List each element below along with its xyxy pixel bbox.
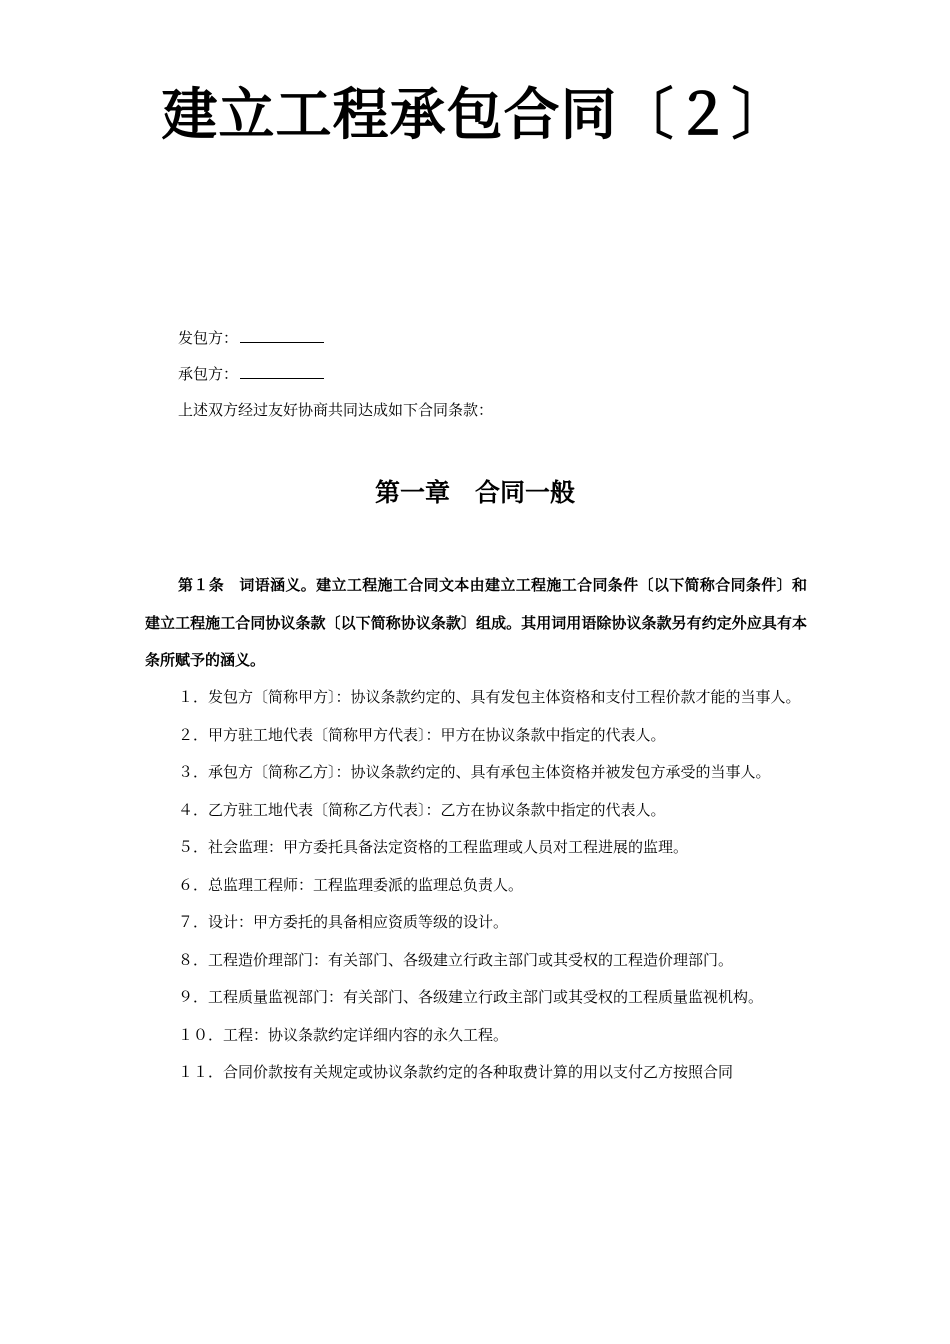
definition-item: ７．设计：甲方委托的具备相应资质等级的设计。 bbox=[178, 913, 509, 931]
employer-blank bbox=[240, 327, 324, 343]
definition-item: ５．社会监理：甲方委托具备法定资格的工程监理或人员对工程进展的监理。 bbox=[178, 838, 689, 856]
definition-item: ８．工程造价理部门：有关部门、各级建立行政主部门或其受权的工程造价理部门。 bbox=[178, 950, 734, 969]
employer-line bbox=[178, 327, 324, 349]
contractor-blank bbox=[240, 363, 324, 379]
contractor-line bbox=[178, 363, 324, 385]
definition-item: ９．工程质量监视部门：有关部门、各级建立行政主部门或其受权的工程质量监视机构。 bbox=[178, 988, 764, 1006]
definition-item: ３．承包方〔简称乙方〕：协议条款约定的、具有承包主体资格并被发包方承受的当事人。 bbox=[178, 763, 771, 781]
contractor-label: 承包方： bbox=[178, 365, 239, 383]
article-1: 第１条 词语涵义。建立工程施工合同文本由建立工程施工合同条件〔以下简称合同条件〕和建立工程施工合同协议条款〔以下简称协议条款〕组成。其用词用语除协议条款另有约定外应具有本条所赋予的涵义。 bbox=[145, 576, 807, 669]
definition-item: ２．甲方驻工地代表〔简称甲方代表〕：甲方在协议条款中指定的代表人。 bbox=[178, 725, 666, 744]
definition-item: ４．乙方驻工地代表〔简称乙方代表〕：乙方在协议条款中指定的代表人。 bbox=[178, 800, 666, 819]
chapter-heading: 第一章 合同一般 bbox=[374, 478, 575, 507]
definition-list bbox=[145, 679, 807, 1092]
definition-item: １．发包方〔简称甲方〕：协议条款约定的、具有发包主体资格和支付工程价款才能的当事人。 bbox=[178, 688, 801, 706]
intro-text: 上述双方经过友好协商共同达成如下合同条款： bbox=[178, 401, 494, 419]
definition-item: １１．合同价款按有关规定或协议条款约定的各种取费计算的用以支付乙方按照合同 bbox=[178, 1063, 734, 1081]
employer-label: 发包方： bbox=[178, 329, 239, 347]
document-title: 建立工程承包合同〔２〕 bbox=[161, 83, 789, 148]
definition-item: ６．总监理工程师：工程监理委派的监理总负责人。 bbox=[178, 875, 524, 894]
definition-item: １０．工程：协议条款约定详细内容的永久工程。 bbox=[178, 1025, 509, 1044]
